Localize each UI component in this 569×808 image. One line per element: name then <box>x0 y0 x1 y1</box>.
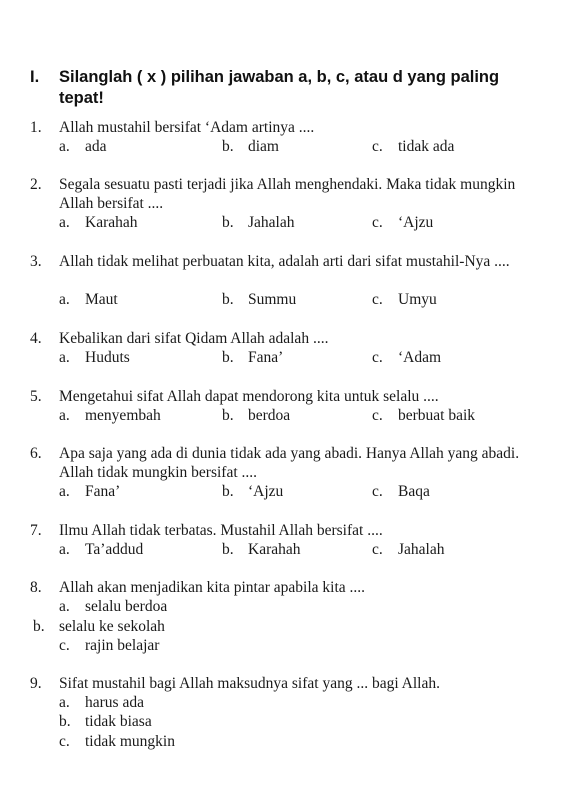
question-4-option-b[interactable]: b. Fana’ <box>222 349 284 366</box>
question-9-option-c[interactable]: c. tidak mungkin <box>59 733 175 750</box>
question-1-option-b[interactable]: b. diam <box>222 138 279 155</box>
question-6-option-c[interactable]: c. Baqa <box>372 483 430 500</box>
question-number: 9. <box>30 675 42 692</box>
question-text: Allah tidak melihat perbuatan kita, adalah arti dari sifat mustahil-Nya .... <box>59 253 510 270</box>
question-number: 8. <box>30 579 42 596</box>
question-5-option-a[interactable]: a. menyembah <box>59 407 161 424</box>
question-2-option-a[interactable]: a. Karahah <box>59 214 138 231</box>
question-6-option-a[interactable]: a. Fana’ <box>59 483 121 500</box>
question-7-option-c[interactable]: c. Jahalah <box>372 541 445 558</box>
question-number: 5. <box>30 388 42 405</box>
question-5-option-c[interactable]: c. berbuat baik <box>372 407 476 424</box>
question-8-option-b[interactable]: b. selalu ke sekolah <box>33 618 165 635</box>
question-1-option-c[interactable]: c. tidak ada <box>372 138 455 155</box>
question-text: Kebalikan dari sifat Qidam Allah adalah .... <box>59 330 329 347</box>
question-9-option-a[interactable]: a. harus ada <box>59 694 144 711</box>
question-1-option-a[interactable]: a. ada <box>59 138 107 155</box>
question-2-option-b[interactable]: b. Jahalah <box>222 214 295 231</box>
question-text: Mengetahui sifat Allah dapat mendorong kita untuk selalu .... <box>59 388 439 405</box>
question-4-option-a[interactable]: a. Huduts <box>59 349 130 366</box>
question-text: Apa saja yang ada di dunia tidak ada yang abadi. Hanya Allah yang abadi. Allah tidak mungkin bersifat .... <box>59 445 520 481</box>
question-6-option-b[interactable]: b. ‘Ajzu <box>222 483 284 500</box>
question-8-option-a[interactable]: a. selalu berdoa <box>59 598 168 615</box>
question-number: 6. <box>30 445 42 462</box>
question-9-option-b[interactable]: b. tidak biasa <box>59 713 152 730</box>
question-4-option-c[interactable]: c. ‘Adam <box>372 349 442 366</box>
question-text: Sifat mustahil bagi Allah maksudnya sifat yang ... bagi Allah. <box>59 675 440 692</box>
question-5-option-b[interactable]: b. berdoa <box>222 407 291 424</box>
question-text: Ilmu Allah tidak terbatas. Mustahil Allah bersifat .... <box>59 522 383 539</box>
question-3-option-a[interactable]: a. Maut <box>59 291 118 308</box>
question-number: 1. <box>30 119 42 136</box>
question-3-option-b[interactable]: b. Summu <box>222 291 297 308</box>
question-2-option-c[interactable]: c. ‘Ajzu <box>372 214 434 231</box>
question-text: Segala sesuatu pasti terjadi jika Allah menghendaki. Maka tidak mungkin Allah bersifat .... <box>59 176 516 212</box>
question-text: Allah akan menjadikan kita pintar apabila kita .... <box>59 579 366 596</box>
question-7-option-a[interactable]: a. Ta’addud <box>59 541 144 558</box>
question-number: 4. <box>30 330 42 347</box>
question-number: 2. <box>30 176 42 193</box>
question-text: Allah mustahil bersifat ‘Adam artinya .... <box>59 119 315 136</box>
question-7-option-b[interactable]: b. Karahah <box>222 541 301 558</box>
question-number: 3. <box>30 253 42 270</box>
question-8-option-c[interactable]: c. rajin belajar <box>59 637 160 654</box>
question-3-option-c[interactable]: c. Umyu <box>372 291 437 308</box>
section-number: I. <box>30 68 40 86</box>
question-number: 7. <box>30 522 42 539</box>
section-instruction: Silanglah ( x ) pilihan jawaban a, b, c, atau d yang paling tepat! <box>59 68 500 107</box>
